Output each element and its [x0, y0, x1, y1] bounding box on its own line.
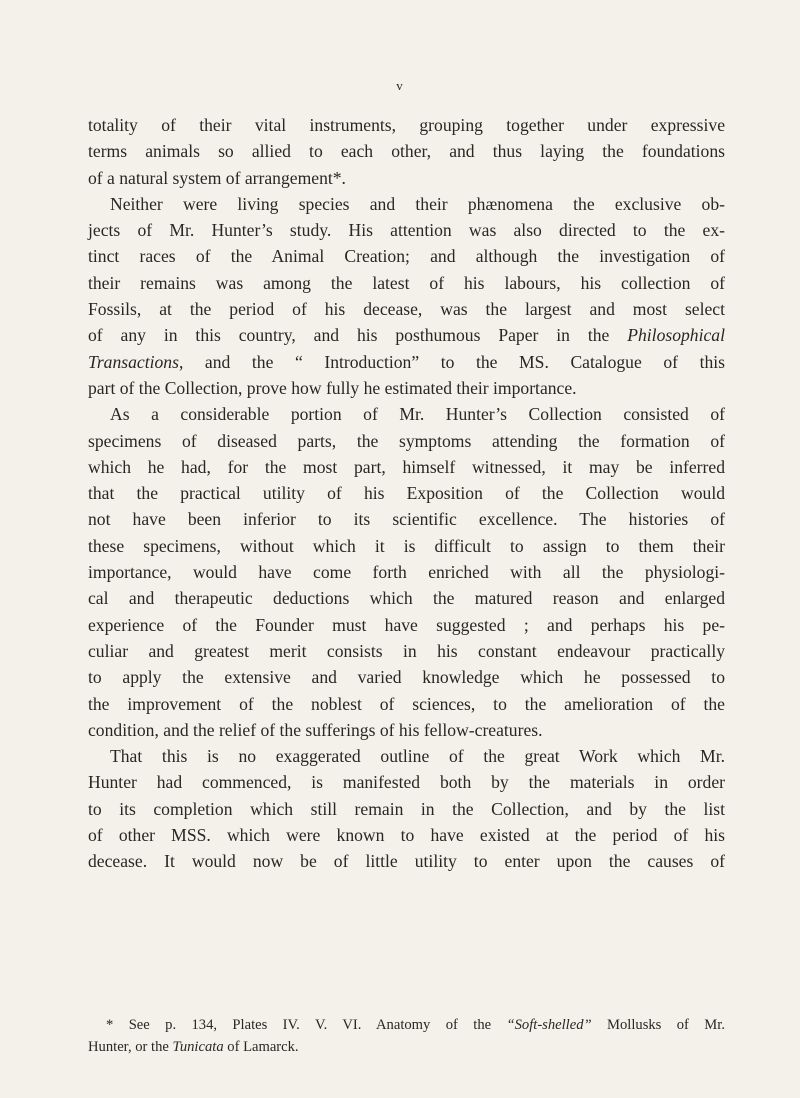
- text-line: Hunter had commenced, is manifested both by the materials in order: [88, 772, 725, 793]
- text-line: of a natural system of arrangement*.: [88, 167, 346, 188]
- text-line: not have been inferior to its scientific excellence. The histories of: [88, 509, 725, 530]
- text-fragment: of any in this country, and his posthumous Paper in the: [88, 325, 628, 346]
- italic-term: Tunicata: [172, 1039, 224, 1055]
- text-line: part of the Collection, prove how fully he estimated their importance.: [88, 377, 577, 398]
- text-line: of other MSS. which were known to have existed at the period of his: [88, 825, 725, 846]
- text-line: Neither were living species and their phænomena the exclusive ob-: [110, 193, 725, 214]
- footnote-line: [88, 1014, 725, 1036]
- footnote-line: [88, 1036, 725, 1058]
- text-line: Fossils, at the period of his decease, was the largest and most select: [88, 299, 725, 320]
- text-line: cal and therapeutic deductions which the matured reason and enlarged: [88, 588, 725, 609]
- paragraph-1: [88, 112, 725, 191]
- text-line: [88, 349, 725, 375]
- text-line: culiar and greatest merit consists in his constant endeavour practically: [88, 640, 725, 661]
- text-line: experience of the Founder must have suggested ; and perhaps his pe-: [88, 614, 725, 635]
- text-line: to its completion which still remain in the Collection, and by the list: [88, 798, 725, 819]
- italic-title: Transactions: [88, 351, 179, 372]
- text-line: which he had, for the most part, himself witnessed, it may be inferred: [88, 456, 725, 477]
- italic-term: “Soft-shelled”: [506, 1017, 592, 1033]
- paragraph-4: [88, 743, 725, 874]
- body-text: [88, 112, 725, 875]
- paragraph-2: [88, 191, 725, 401]
- text-line: to apply the extensive and varied knowledge which he possessed to: [88, 667, 725, 688]
- text-line: That this is no exaggerated outline of the great Work which Mr.: [110, 746, 725, 767]
- text-line: [88, 322, 725, 348]
- text-fragment: Mollusks of Mr.: [591, 1017, 725, 1033]
- text-fragment: of Lamarck.: [223, 1039, 299, 1055]
- paragraph-3: [88, 401, 725, 743]
- text-line: that the practical utility of his Exposition of the Collection would: [88, 483, 725, 504]
- text-line: decease. It would now be of little utility to enter upon the causes of: [88, 851, 725, 872]
- text-line: these specimens, without which it is difficult to assign to them their: [88, 535, 725, 556]
- text-line: jects of Mr. Hunter’s study. His attention was also directed to the ex-: [88, 220, 725, 241]
- text-line: the improvement of the noblest of sciences, to the amelioration of the: [88, 693, 725, 714]
- italic-title: Philosophical: [627, 325, 725, 346]
- text-line: condition, and the relief of the sufferings of his fellow-creatures.: [88, 719, 543, 740]
- footnote: [88, 1014, 725, 1058]
- text-line: totality of their vital instruments, grouping together under expressive: [88, 115, 725, 135]
- text-line: terms animals so allied to each other, and thus laying the foundations: [88, 141, 725, 162]
- text-fragment: * See p. 134, Plates IV. V. VI. Anatomy of the: [106, 1017, 507, 1033]
- text-line: tinct races of the Animal Creation; and although the investigation of: [88, 246, 725, 267]
- text-fragment: Hunter, or the: [88, 1039, 173, 1055]
- text-line: their remains was among the latest of his labours, his collection of: [88, 272, 725, 293]
- text-line: importance, would have come forth enriched with all the physiologi-: [88, 562, 725, 583]
- page-number: v: [396, 78, 404, 93]
- text-line: As a considerable portion of Mr. Hunter’s Collection consisted of: [110, 404, 725, 425]
- text-fragment: , and the “ Introduction” to the MS. Catalogue of this: [178, 351, 725, 372]
- text-line: specimens of diseased parts, the symptoms attending the formation of: [88, 430, 725, 451]
